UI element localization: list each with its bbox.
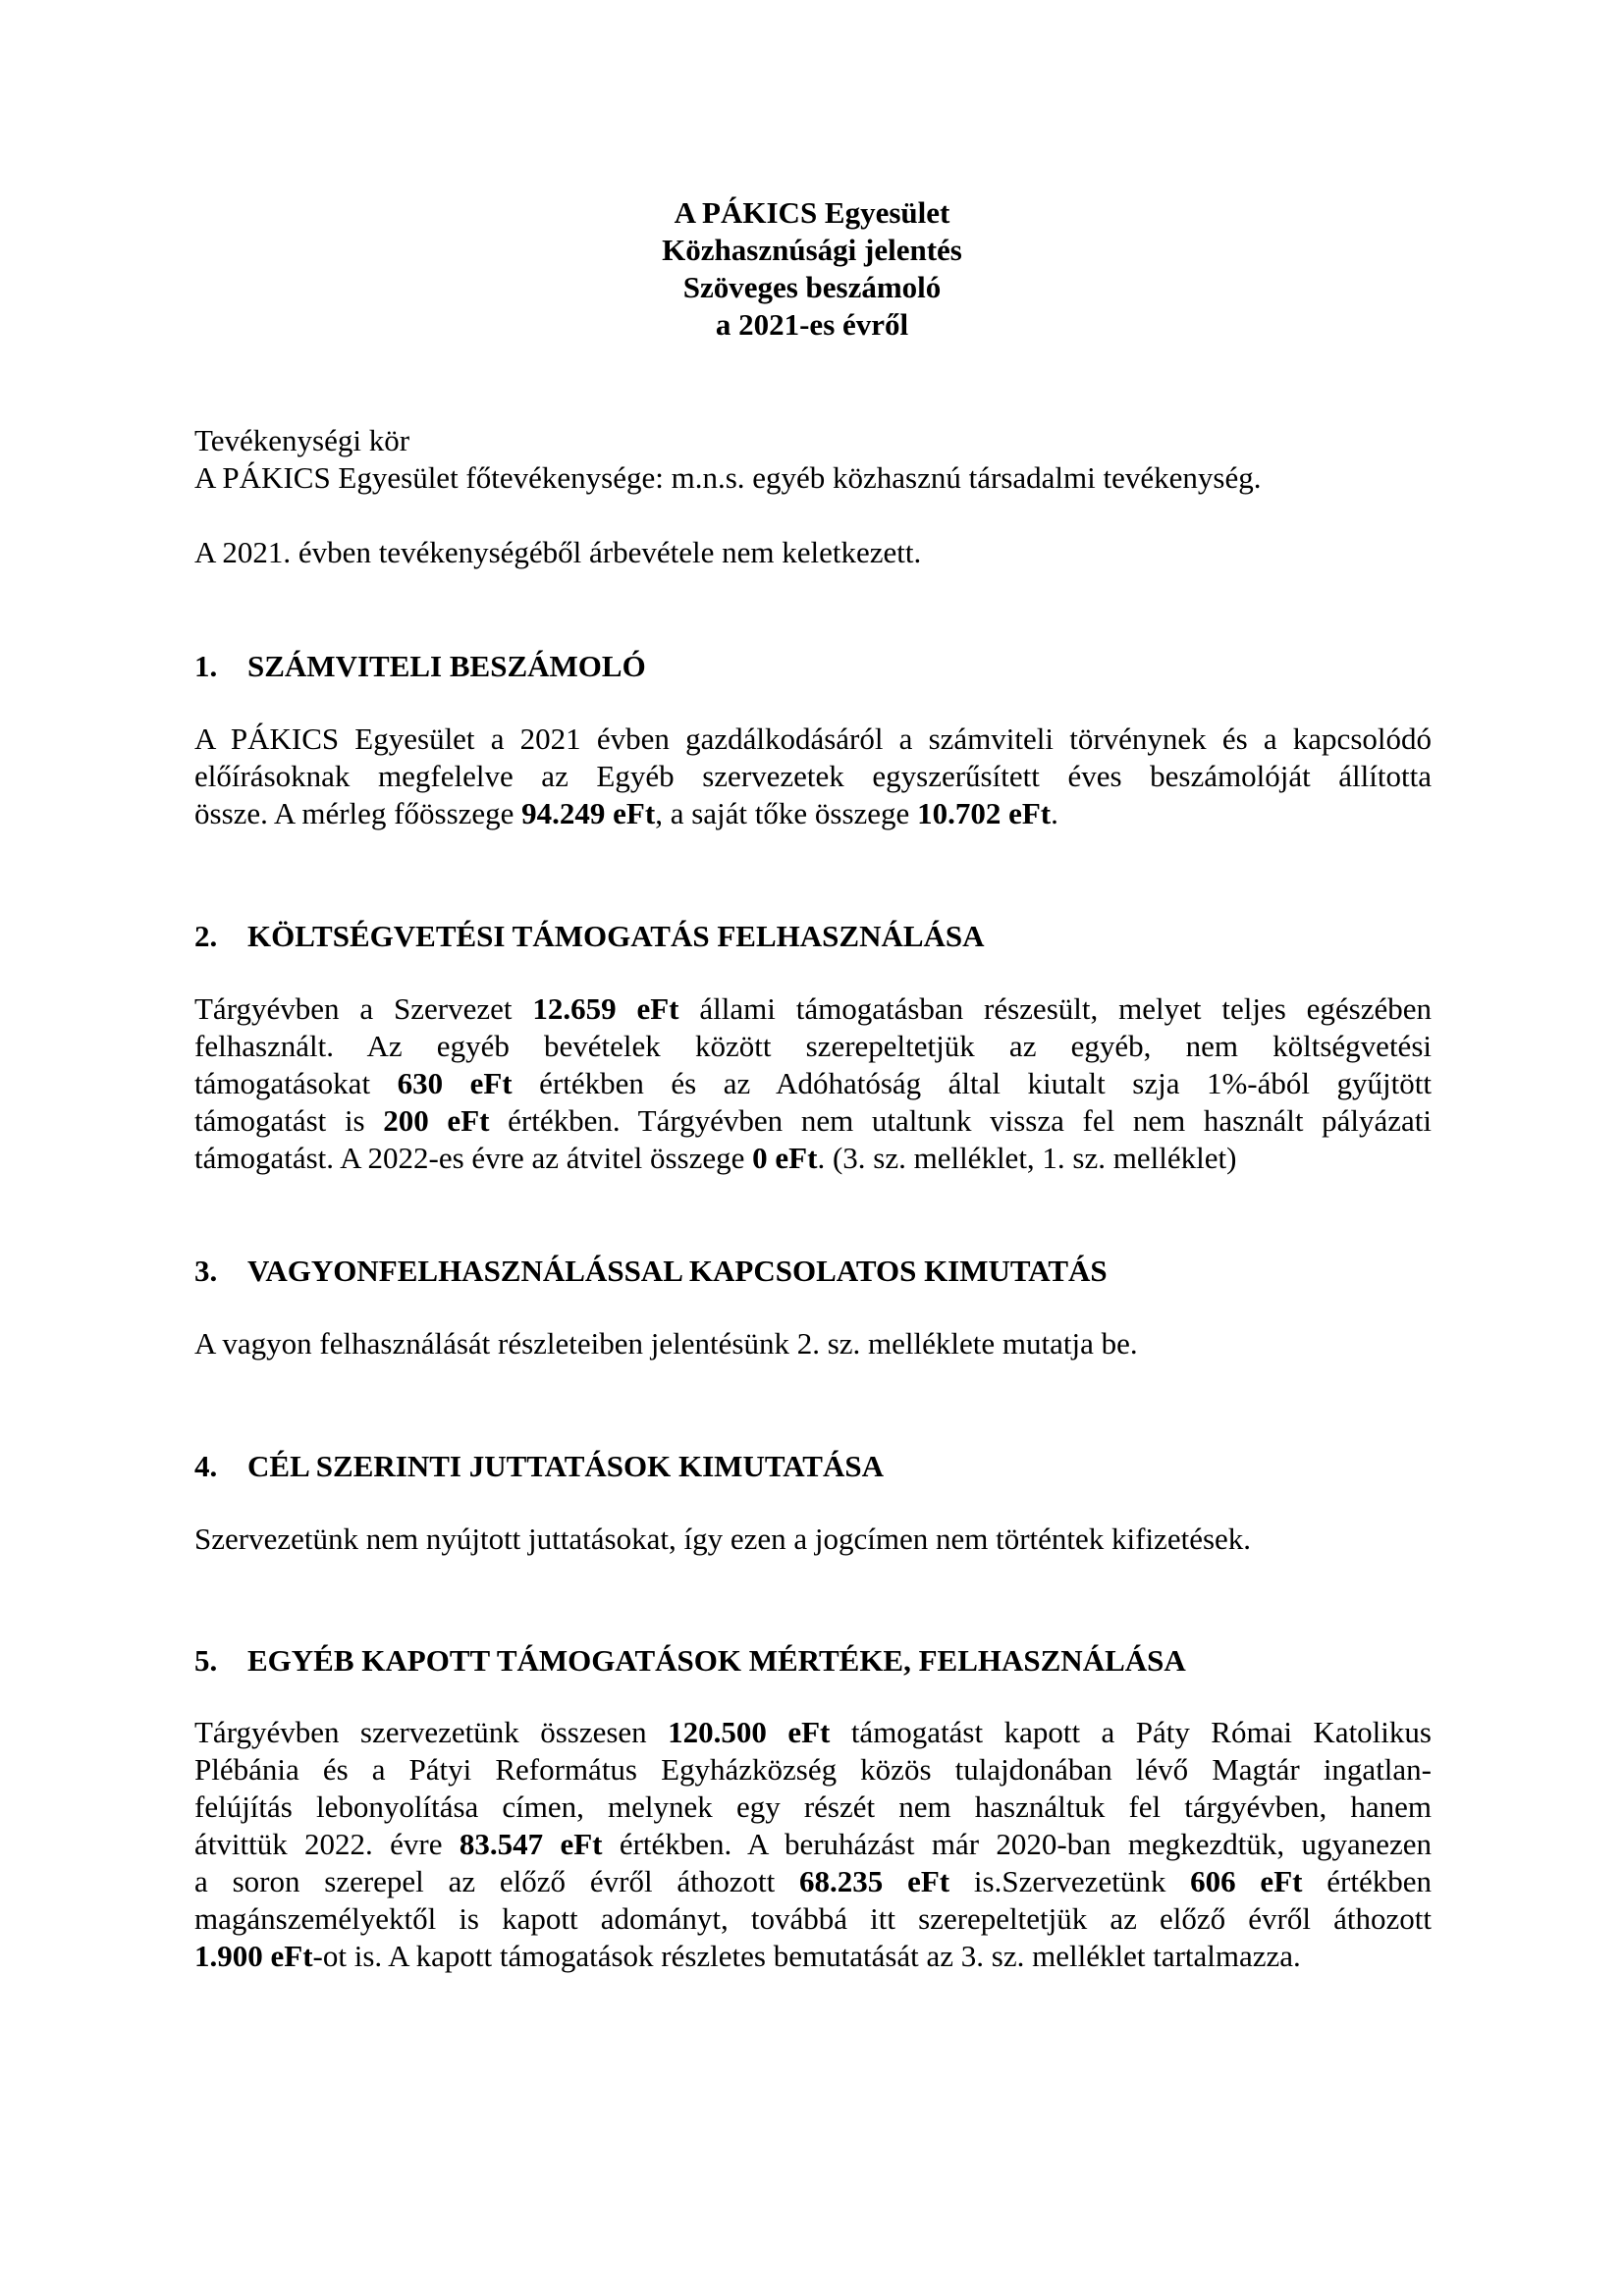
section-2-line-5 <box>194 1140 1432 1177</box>
section-5-heading <box>194 1642 1186 1680</box>
section-3-title: VAGYONFELHASZNÁLÁSSAL KAPCSOLATOS KIMUTATÁS <box>247 1254 1108 1288</box>
carried-to-2022-amount: 83.547 eFt <box>459 1827 603 1861</box>
other-support-amount: 630 eFt <box>397 1066 513 1100</box>
text: értékben és az Adóhatóság által kiutalt szja 1%-ából gyűjtött <box>512 1066 1432 1100</box>
section-2-line-4 <box>194 1102 1432 1140</box>
section-5-number: 5. <box>194 1643 218 1678</box>
text: támogatást kapott a Páty Római Katolikus <box>830 1715 1432 1749</box>
balance-total: 94.249 eFt <box>521 796 656 830</box>
section-4-body <box>194 1521 1432 1558</box>
text: is.Szervezetünk <box>949 1864 1191 1898</box>
section-1-line-2: előírásoknak megfelelve az Egyéb szervezetek egyszerűsített éves beszámolóját állította <box>194 759 1432 793</box>
text: össze. A mérleg főösszege <box>194 796 522 830</box>
section-5-line-6: magánszemélyektől is kapott adományt, továbbá itt szerepeltetjük az előző évről áthozott <box>194 1901 1432 1936</box>
section-1-line-1: A PÁKICS Egyesület a 2021 évben gazdálkodásáról a számviteli törvénynek és a kapcsolódó <box>194 721 1432 756</box>
text: Tárgyévben szervezetünk összesen <box>194 1715 669 1749</box>
section-5-line-7 <box>194 1938 1432 1975</box>
section-3-number: 3. <box>194 1254 218 1288</box>
section-2-heading <box>194 918 985 955</box>
section-2-number: 2. <box>194 919 218 953</box>
section-5-line-4 <box>194 1826 1432 1863</box>
intro-section <box>194 422 1432 571</box>
section-2-body <box>194 990 1432 1177</box>
title-year: a 2021-es évről <box>715 307 909 342</box>
private-donation-amount: 606 eFt <box>1190 1864 1303 1898</box>
text: , a saját tőke összege <box>655 796 918 830</box>
total-grant-amount: 120.500 eFt <box>668 1715 831 1749</box>
section-3-text: A vagyon felhasználását részleteiben jelentésünk 2. sz. melléklete mutatja be. <box>194 1326 1138 1361</box>
carryover-amount: 0 eFt <box>752 1141 818 1175</box>
previous-year-carryover-amount: 1.900 eFt <box>194 1939 313 1973</box>
section-1-title: SZÁMVITELI BESZÁMOLÓ <box>247 649 646 683</box>
activity-description: A PÁKICS Egyesület főtevékenysége: m.n.s. egyéb közhasznú társadalmi tevékenység. <box>194 460 1262 495</box>
text: . (3. sz. melléklet, 1. sz. melléklet) <box>817 1141 1237 1175</box>
section-4-heading <box>194 1448 884 1485</box>
title-report-type: Közhasznúsági jelentés <box>662 233 962 267</box>
text: a soron szerepel az előző évről áthozott <box>194 1864 800 1898</box>
document-title <box>0 194 1624 344</box>
section-5-line-3: felújítás lebonyolítása címen, melynek egy részét nem használtuk fel tárgyévben, hanem <box>194 1789 1432 1824</box>
text: értékben <box>1302 1864 1432 1898</box>
section-2-line-2: felhasznált. Az egyéb bevételek között szerepeltetjük az egyéb, nem költségvetési <box>194 1029 1432 1063</box>
equity-total: 10.702 eFt <box>917 796 1052 830</box>
text: Tárgyévben a Szervezet <box>194 991 533 1026</box>
title-subtitle: Szöveges beszámoló <box>682 270 942 304</box>
section-1-line-3 <box>194 795 1432 832</box>
section-1-body <box>194 721 1432 832</box>
tax-one-percent-amount: 200 eFt <box>383 1103 490 1138</box>
carried-from-previous-amount: 68.235 eFt <box>799 1864 950 1898</box>
section-5-body <box>194 1714 1432 1975</box>
text: -ot is. A kapott támogatások részletes bemutatását az 3. sz. melléklet tartalmazza. <box>312 1939 1301 1973</box>
title-organization: A PÁKICS Egyesület <box>674 195 950 230</box>
section-3-body <box>194 1325 1432 1362</box>
text: értékben. A beruházást már 2020-ban megkezdtük, ugyanezen <box>602 1827 1432 1861</box>
revenue-note: A 2021. évben tevékenységéből árbevétele nem keletkezett. <box>194 535 922 569</box>
section-4-text: Szervezetünk nem nyújtott juttatásokat, így ezen a jogcímen nem történtek kifizetések. <box>194 1522 1252 1556</box>
section-2-line-1 <box>194 990 1432 1028</box>
section-5-title: EGYÉB KAPOTT TÁMOGATÁSOK MÉRTÉKE, FELHASZNÁLÁSA <box>247 1643 1186 1678</box>
section-5-line-1 <box>194 1714 1432 1751</box>
section-2-line-3 <box>194 1065 1432 1102</box>
text: átvittük 2022. évre <box>194 1827 460 1861</box>
state-support-amount: 12.659 eFt <box>532 991 679 1026</box>
text: . <box>1051 796 1058 830</box>
section-5-line-5 <box>194 1863 1432 1900</box>
section-1-heading <box>194 648 646 685</box>
text: értékben. Tárgyévben nem utaltunk vissza fel nem használt pályázati <box>489 1103 1432 1138</box>
text: támogatásokat <box>194 1066 398 1100</box>
text: állami támogatásban részesült, melyet teljes egészében <box>678 991 1432 1026</box>
activity-label: Tevékenységi kör <box>194 423 410 457</box>
section-1-number: 1. <box>194 649 218 683</box>
section-4-number: 4. <box>194 1449 218 1483</box>
text: támogatást is <box>194 1103 384 1138</box>
section-2-title: KÖLTSÉGVETÉSI TÁMOGATÁS FELHASZNÁLÁSA <box>247 919 985 953</box>
text: támogatást. A 2022-es évre az átvitel összege <box>194 1141 753 1175</box>
section-5-line-2: Plébánia és a Pátyi Református Egyházközség közös tulajdonában lévő Magtár ingatlan- <box>194 1752 1432 1787</box>
section-3-heading <box>194 1253 1108 1290</box>
section-4-title: CÉL SZERINTI JUTTATÁSOK KIMUTATÁSA <box>247 1449 884 1483</box>
